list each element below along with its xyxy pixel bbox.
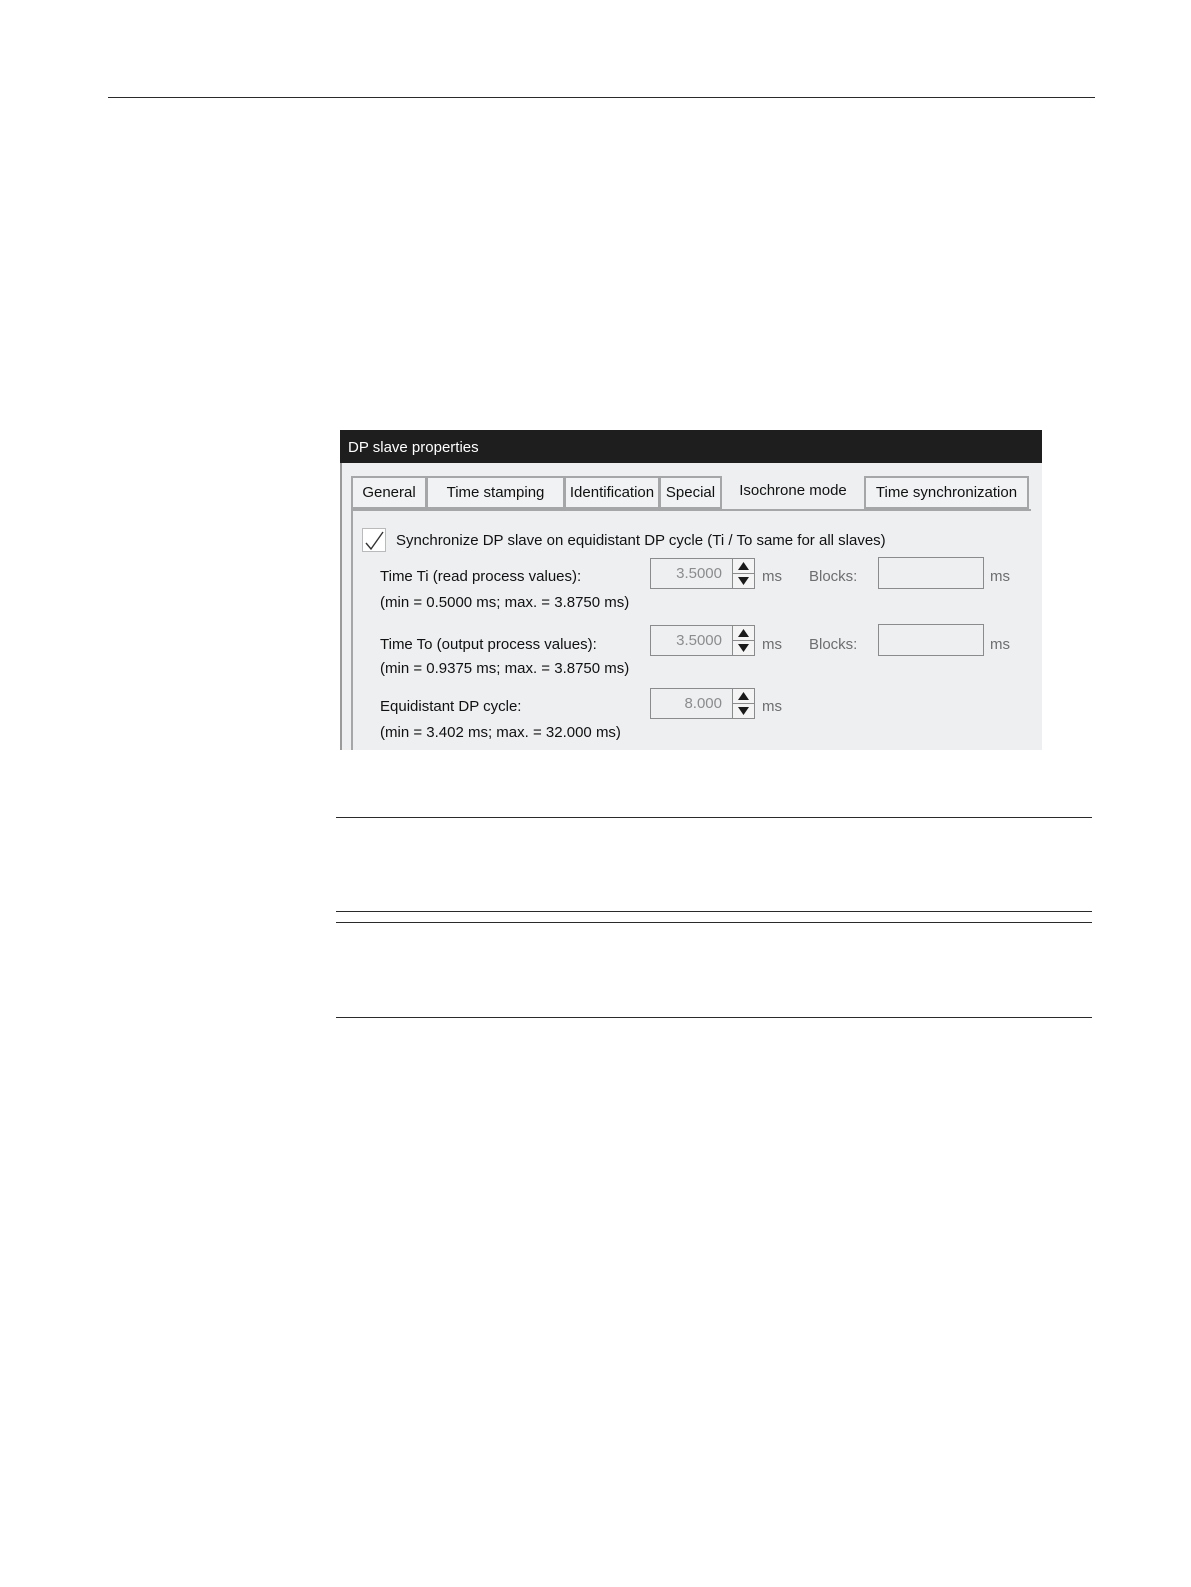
sync-dp-slave-checkbox[interactable] bbox=[362, 528, 386, 552]
time-to-unit: ms bbox=[762, 636, 782, 653]
notice-box-bottom-rule bbox=[336, 1017, 1092, 1018]
triangle-up-icon bbox=[738, 629, 749, 637]
triangle-down-icon bbox=[738, 644, 749, 652]
tab-identification[interactable]: Identification bbox=[564, 476, 660, 509]
dialog-left-border bbox=[340, 463, 342, 750]
notice-box-top-rule bbox=[336, 922, 1092, 923]
time-ti-label: Time Ti (read process values): bbox=[380, 568, 582, 585]
time-ti-decrement-button[interactable] bbox=[733, 574, 754, 588]
dp-cycle-unit: ms bbox=[762, 698, 782, 715]
dp-cycle-increment-button[interactable] bbox=[733, 689, 754, 704]
time-ti-unit: ms bbox=[762, 568, 782, 585]
time-to-decrement-button[interactable] bbox=[733, 641, 754, 655]
sync-dp-slave-label: Synchronize DP slave on equidistant DP cycle (Ti / To same for all slaves) bbox=[396, 532, 886, 549]
tab-time-synchronization[interactable]: Time synchronization bbox=[864, 476, 1029, 509]
triangle-down-icon bbox=[738, 577, 749, 585]
dp-cycle-input[interactable]: 8.000 bbox=[650, 688, 732, 719]
time-to-blocks-unit: ms bbox=[990, 636, 1010, 653]
dp-cycle-decrement-button[interactable] bbox=[733, 704, 754, 718]
dialog-title: DP slave properties bbox=[340, 430, 1042, 463]
tab-isochrone-mode[interactable]: Isochrone mode bbox=[739, 482, 847, 499]
time-to-increment-button[interactable] bbox=[733, 626, 754, 641]
dp-cycle-spinner bbox=[732, 688, 755, 719]
checkmark-icon bbox=[363, 529, 387, 553]
dp-cycle-label: Equidistant DP cycle: bbox=[380, 698, 522, 715]
dp-cycle-range: (min = 3.402 ms; max. = 32.000 ms) bbox=[380, 724, 621, 741]
time-ti-blocks-label: Blocks: bbox=[809, 568, 858, 585]
time-to-blocks-label: Blocks: bbox=[809, 636, 858, 653]
triangle-up-icon bbox=[738, 692, 749, 700]
tab-special[interactable]: Special bbox=[659, 476, 722, 509]
time-ti-range: (min = 0.5000 ms; max. = 3.8750 ms) bbox=[380, 594, 630, 611]
page-header-rule bbox=[108, 97, 1095, 98]
time-ti-increment-button[interactable] bbox=[733, 559, 754, 574]
time-to-label: Time To (output process values): bbox=[380, 636, 597, 653]
time-to-range: (min = 0.9375 ms; max. = 3.8750 ms) bbox=[380, 660, 630, 677]
time-ti-blocks-unit: ms bbox=[990, 568, 1010, 585]
triangle-down-icon bbox=[738, 707, 749, 715]
tab-time-stamping[interactable]: Time stamping bbox=[426, 476, 565, 509]
dp-slave-properties-dialog bbox=[340, 430, 1042, 750]
time-ti-spinner bbox=[732, 558, 755, 589]
time-to-input[interactable]: 3.5000 bbox=[650, 625, 732, 656]
note-box-bottom-rule bbox=[336, 911, 1092, 912]
triangle-up-icon bbox=[738, 562, 749, 570]
time-ti-input[interactable]: 3.5000 bbox=[650, 558, 732, 589]
time-to-blocks-input[interactable] bbox=[878, 624, 984, 656]
tab-general[interactable]: General bbox=[351, 476, 427, 509]
time-to-spinner bbox=[732, 625, 755, 656]
note-box-top-rule bbox=[336, 817, 1092, 818]
time-ti-blocks-input[interactable] bbox=[878, 557, 984, 589]
